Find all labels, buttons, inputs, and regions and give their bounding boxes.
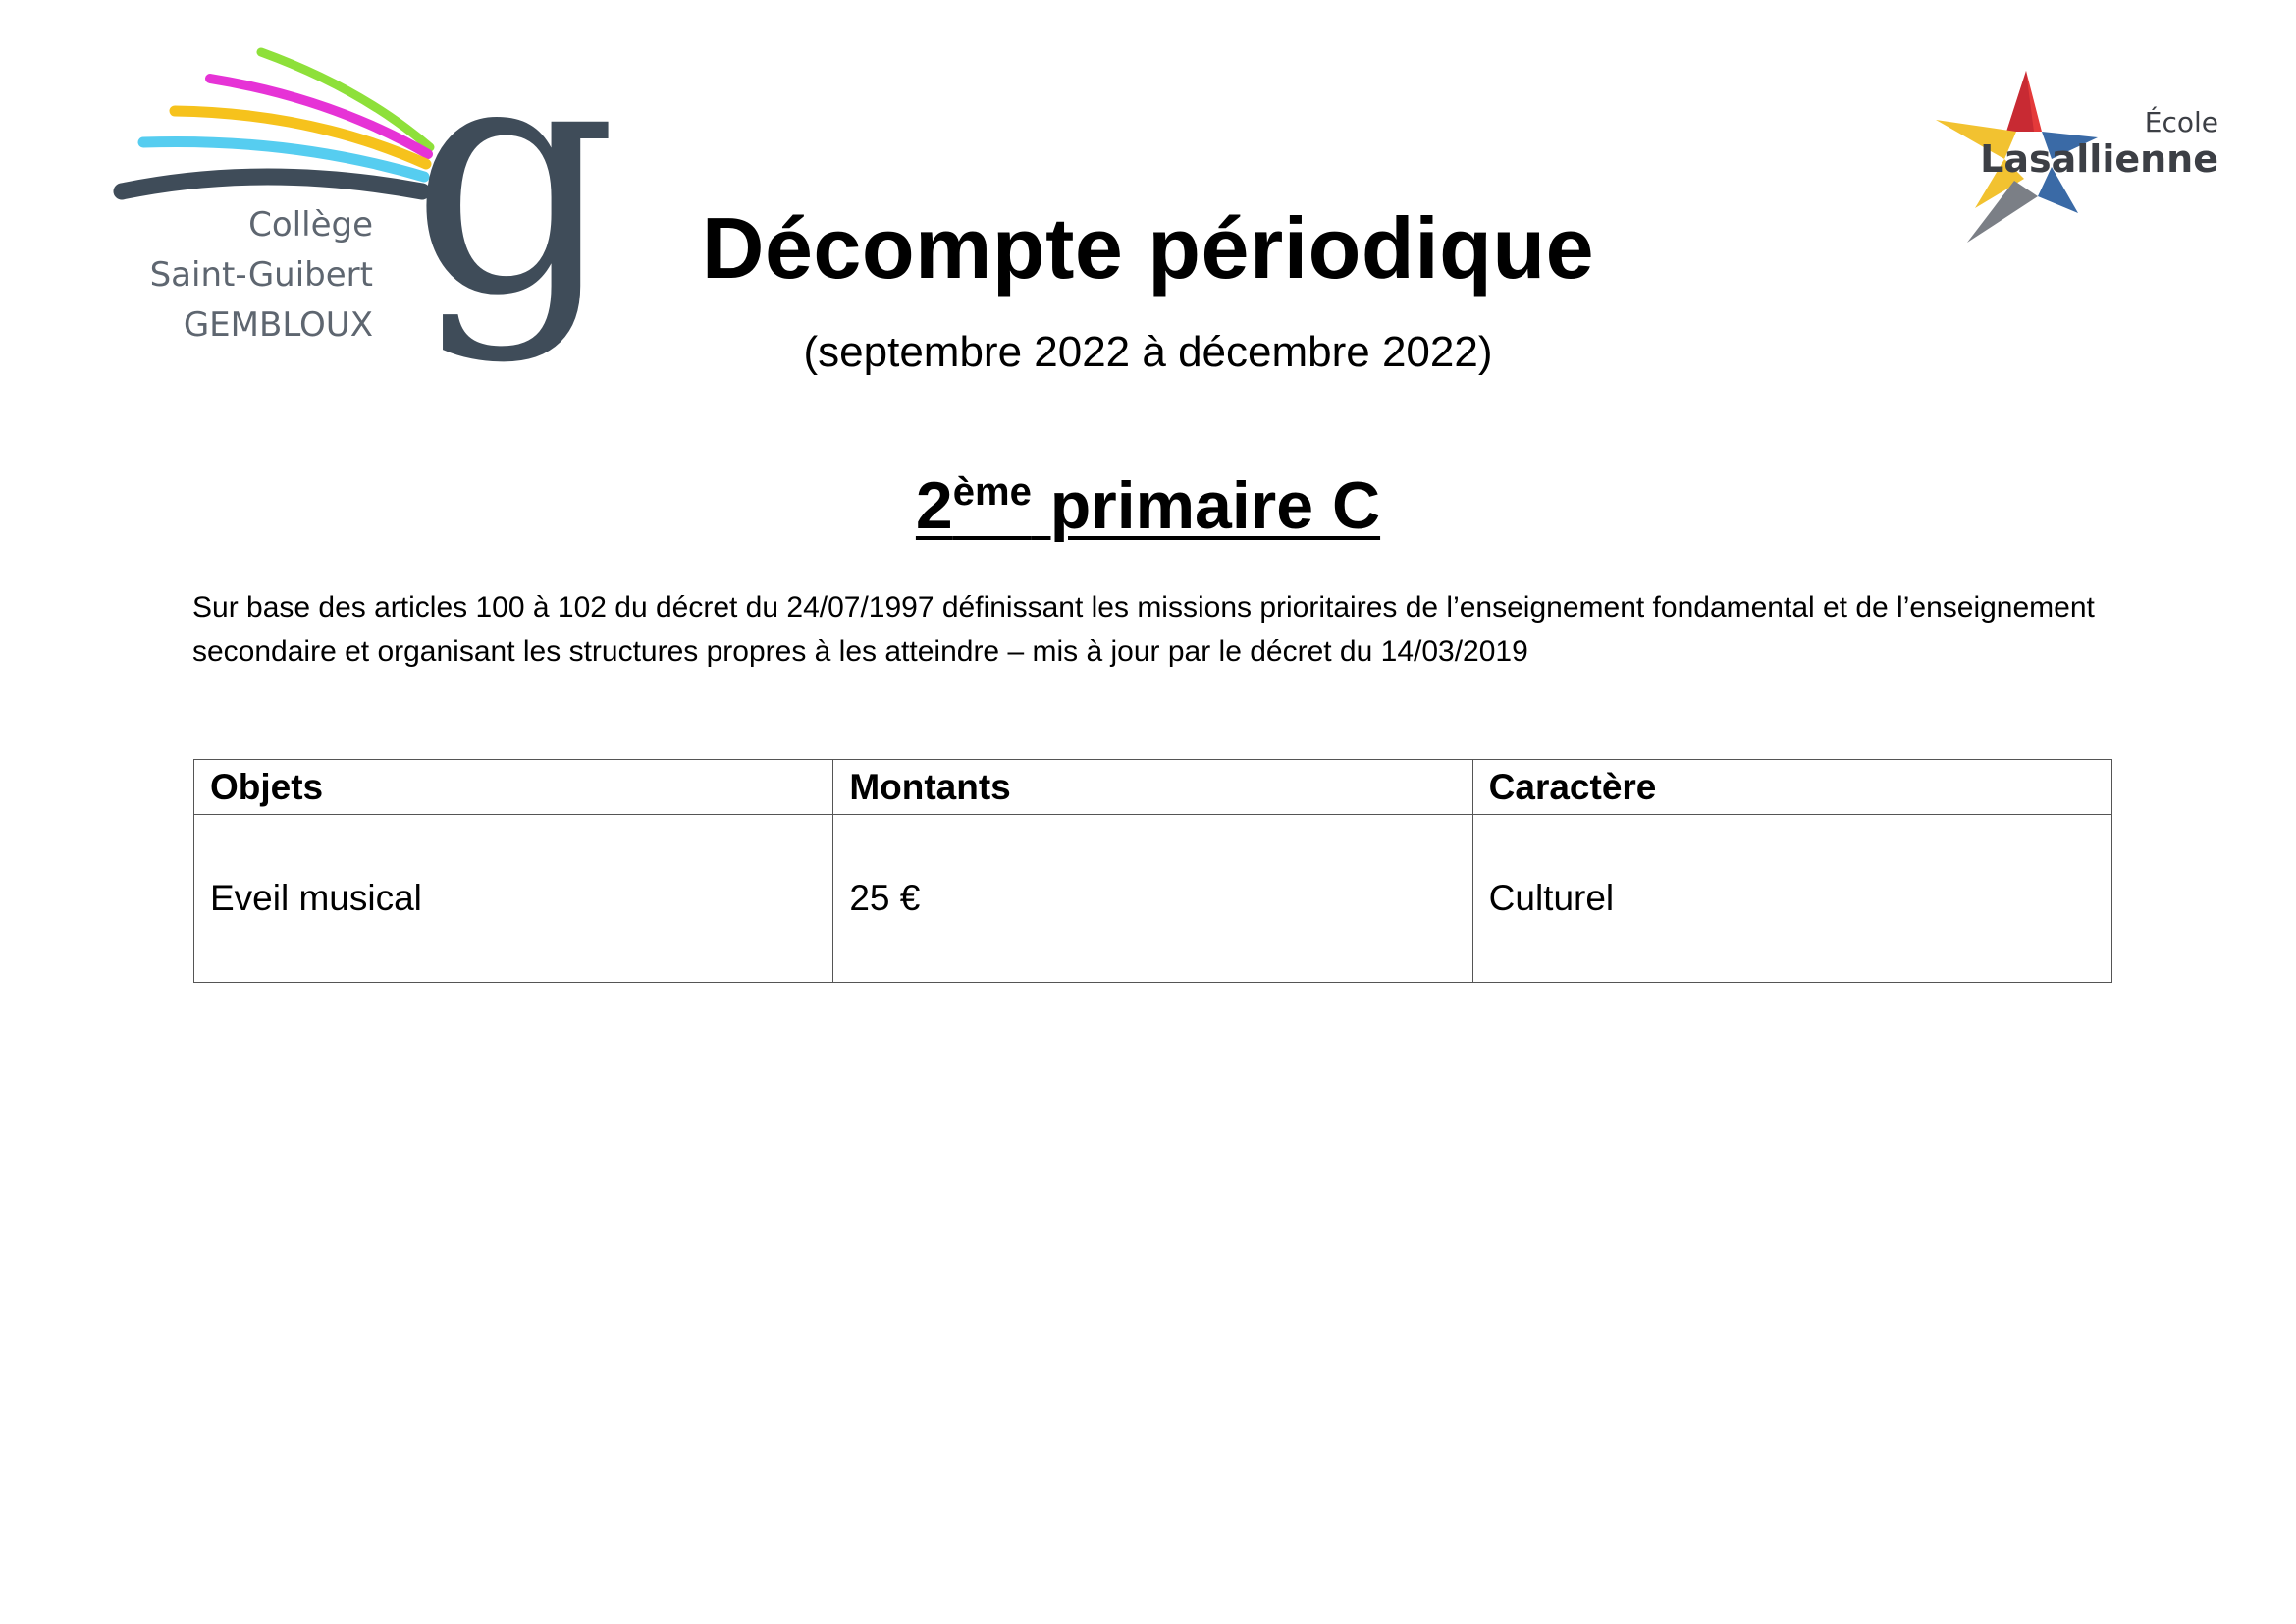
logo-letter-g: g — [410, 0, 618, 366]
cell-montant: 25 € — [833, 815, 1472, 983]
column-header-objets: Objets — [194, 760, 833, 815]
legal-intro-paragraph: Sur base des articles 100 à 102 du décret du 24/07/1997 définissant les missions prioritaires de l’enseignement fondamental et de l’enseignement secondaire et organisant les structures propres à les atteindre – mis à jour par le décret du 14/03/2019 — [192, 591, 2095, 668]
class-title-text — [916, 469, 1380, 543]
cell-caractere: Culturel — [1472, 815, 2111, 983]
fees-table — [193, 759, 2112, 983]
class-number-suffix: ème — [952, 470, 1032, 514]
table-row — [194, 815, 2112, 983]
column-header-caractere: Caractère — [1472, 760, 2111, 815]
class-number: 2 — [915, 468, 953, 543]
class-title — [0, 469, 2296, 543]
logo-text-college: Collège — [248, 205, 373, 244]
logo-text-lasallienne: Lasallienne — [1980, 137, 2218, 181]
logo-text-gembloux: GEMBLOUX — [183, 305, 373, 345]
column-header-montants: Montants — [833, 760, 1472, 815]
class-name: primaire C — [1031, 468, 1381, 543]
cell-objet: Eveil musical — [194, 815, 833, 983]
star-red-ray-2 — [2006, 71, 2034, 132]
period-subtitle: (septembre 2022 à décembre 2022) — [803, 328, 1493, 376]
logo-swoosh-slate — [122, 177, 422, 191]
document-title: Décompte périodique — [701, 199, 1595, 297]
logo-text-saint-guibert: Saint-Guibert — [149, 255, 373, 295]
table-header-row — [194, 760, 2112, 815]
logo-text-ecole: École — [2144, 106, 2218, 138]
